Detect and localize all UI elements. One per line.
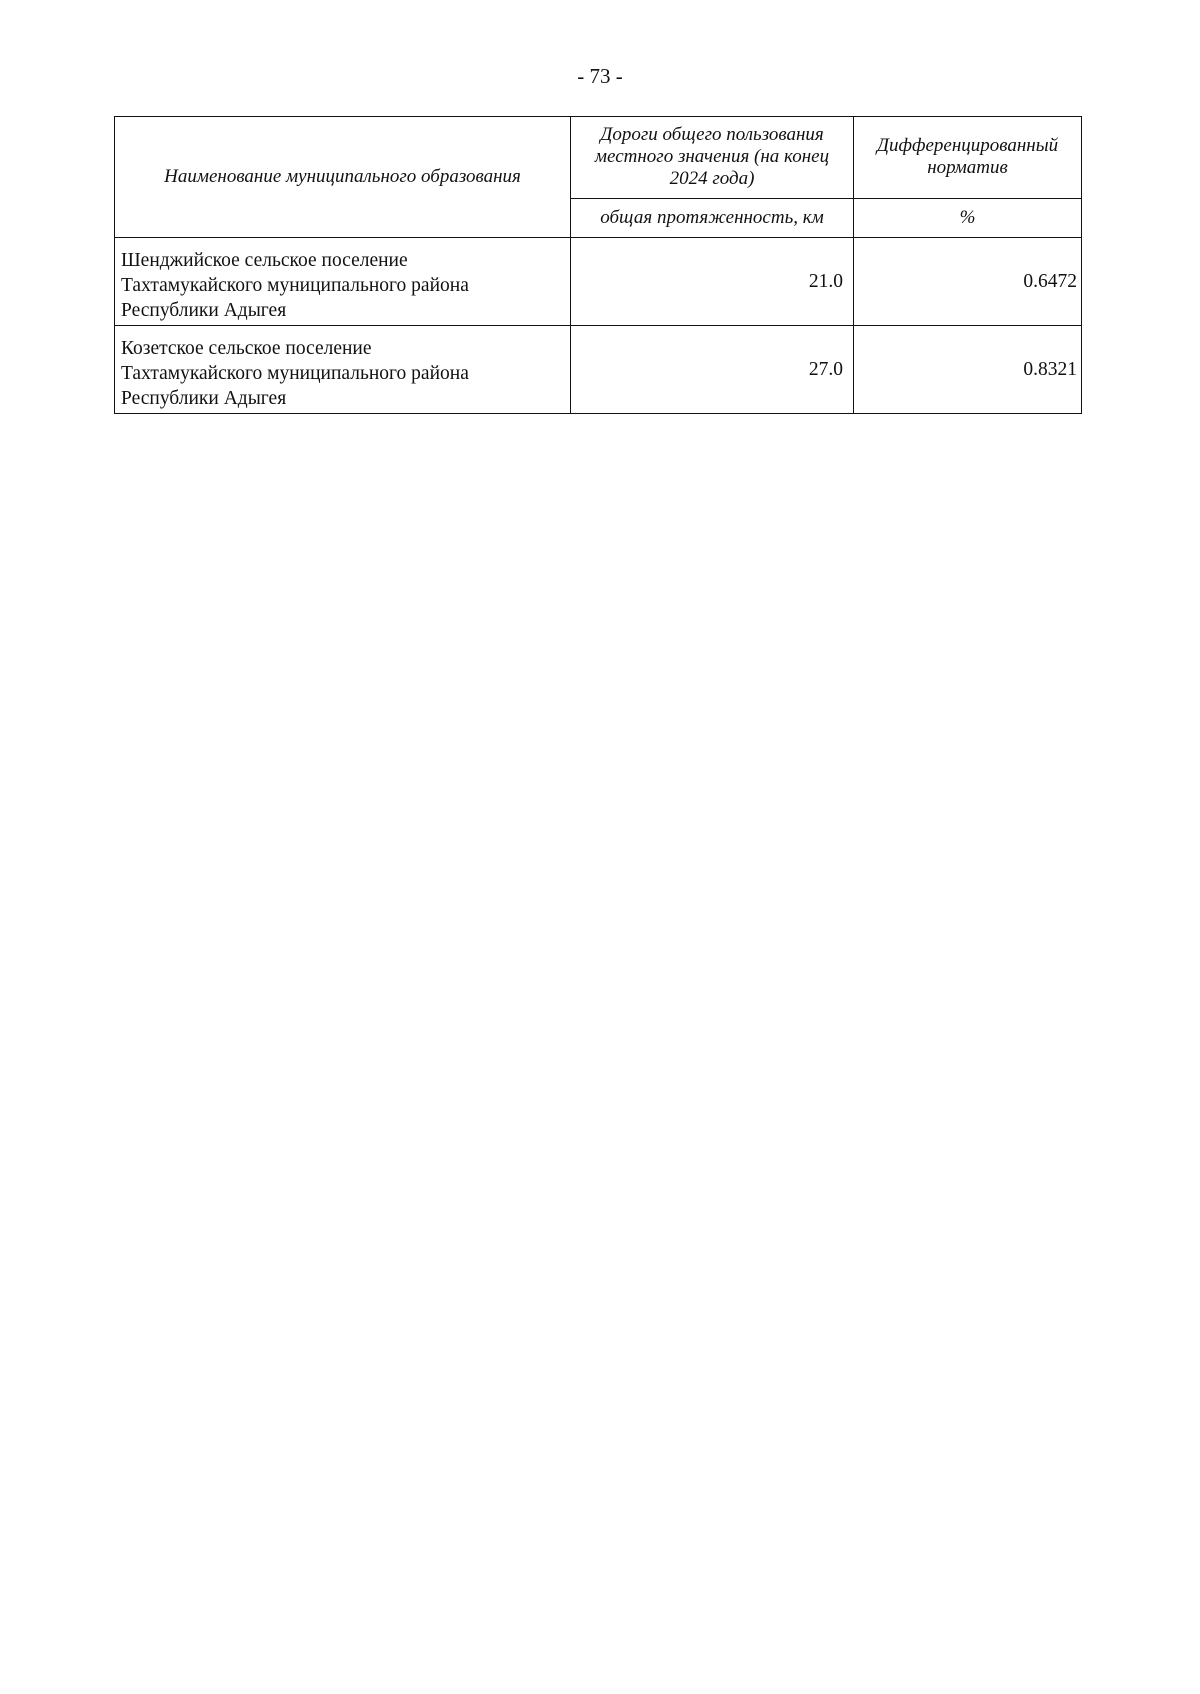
page-number: - 73 - — [577, 64, 623, 88]
length-km-cell: 27.0 — [571, 326, 854, 414]
header-unit-length: общая протяженность, км — [571, 198, 854, 237]
table-row — [115, 238, 1082, 326]
municipality-name-cell: Шенджийское сельское поселение Тахтамукайского муниципального района Республики Адыгея — [115, 238, 571, 326]
header-unit-percent: % — [854, 198, 1082, 237]
header-municipality-name: Наименование муниципального образования — [115, 117, 571, 238]
road-norm-table — [114, 116, 1082, 414]
header-public-roads: Дороги общего пользования местного значения (на конец 2024 года) — [571, 117, 854, 199]
norm-percent-cell: 0.8321 — [854, 326, 1082, 414]
norm-percent-cell: 0.6472 — [854, 238, 1082, 326]
length-km-cell: 21.0 — [571, 238, 854, 326]
header-differentiated-norm: Дифференцированный норматив — [854, 117, 1082, 199]
table-row — [115, 326, 1082, 414]
table-header-row — [115, 117, 1082, 199]
municipality-name-cell: Козетское сельское поселение Тахтамукайского муниципального района Республики Адыгея — [115, 326, 571, 414]
